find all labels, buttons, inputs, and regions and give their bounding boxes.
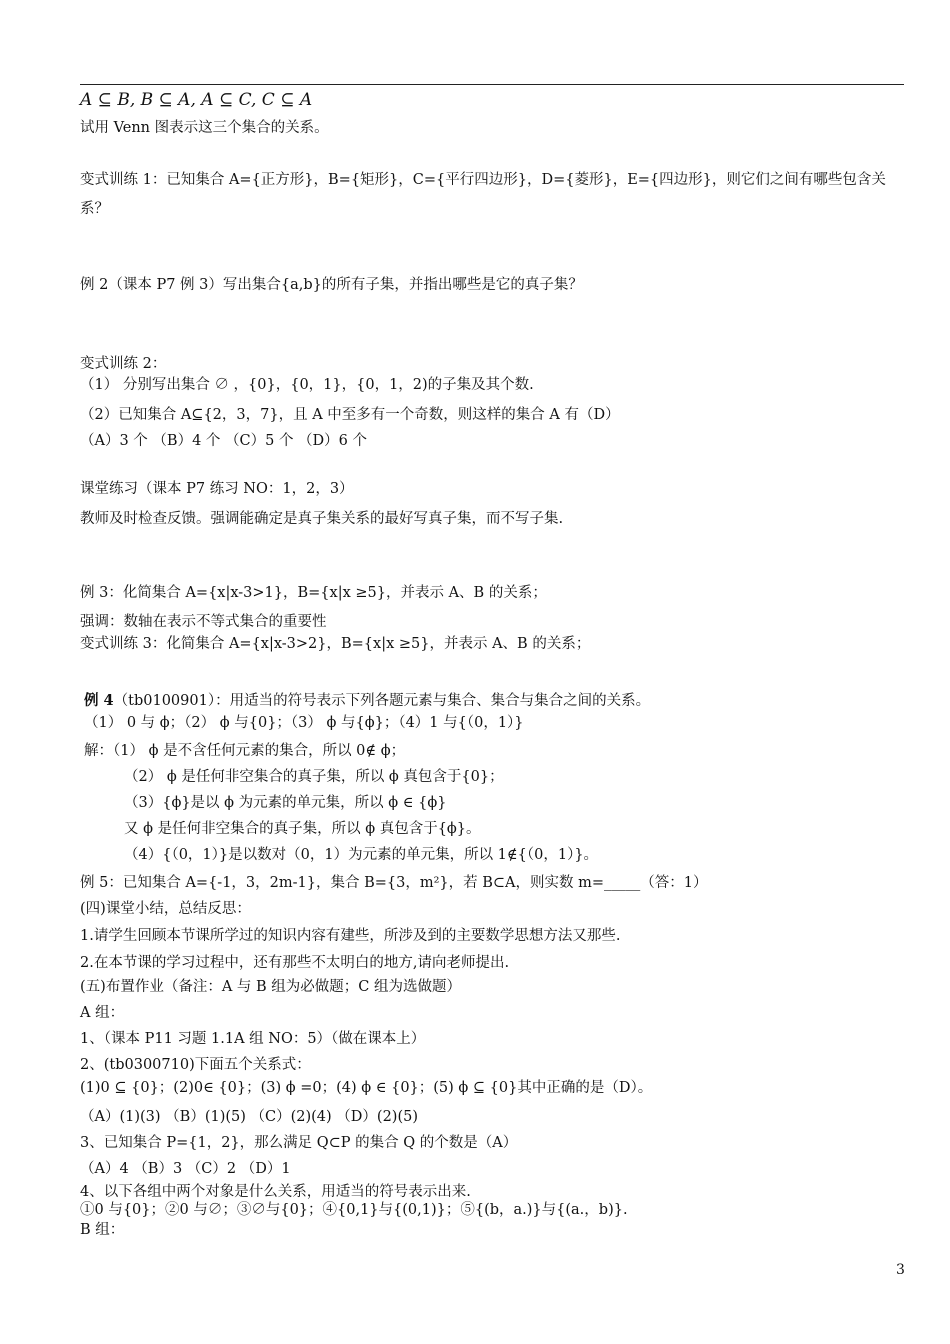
solution-3-cont: 又 ϕ 是任何非空集合的真子集，所以 ϕ 真包含于{ϕ}。 [124,821,481,837]
homework-3-options: （A）4 （B）3 （C）2 （D）1 [80,1161,291,1177]
solution-2: （2） ϕ 是任何非空集合的真子集，所以 ϕ 真包含于{0}； [124,769,504,785]
example-4-text: （tb0100901）：用适当的符号表示下列各题元素与集合、集合与集合之间的关系。 [113,693,651,709]
example-4-questions: （1） 0 与 ϕ；（2） ϕ 与{0}；（3） ϕ 与{ϕ}；（4）1 与{（0，1）} [84,715,524,731]
variant-exercise-2-options: （A）3 个 （B）4 个 （C）5 个 （D）6 个 [80,433,368,449]
example-4-label: 例 4 [84,692,114,709]
group-a-label: A 组： [80,1005,125,1021]
venn-instruction: 试用 Venn 图表示这三个集合的关系。 [80,120,329,136]
homework-2-relations: (1)0 ⊆ {0}；(2)0∈ {0}；(3) ϕ =0；(4) ϕ ∈ {0}；(5) ϕ ⊆ {0}其中正确的是（D）。 [80,1080,653,1096]
variant-exercise-1-cont: 系？ [80,201,109,217]
set-relations-formula: A ⊆ B, B ⊆ A, A ⊆ C, C ⊆ A [80,90,313,110]
example-3: 例 3：化简集合 A={x|x-3>1}，B={x|x ≥5}，并表示 A、B 的关系； [80,585,547,601]
homework-4-items: ①0 与{0}；②0 与∅；③∅与{0}；④{0,1}与{(0,1)}；⑤{(b，a.)}与{(a.，b)}. [80,1202,628,1218]
variant-exercise-2-q2: （2）已知集合 A⊆{2，3，7}，且 A 中至多有一个奇数，则这样的集合 A 有（D） [80,407,620,423]
summary-heading: (四)课堂小结，总结反思： [80,901,251,917]
variant-exercise-1: 变式训练 1：已知集合 A={正方形}，B={矩形}，C={平行四边形}，D={菱形}，E={四边形}，则它们之间有哪些包含关 [80,172,886,188]
variant-exercise-3: 变式训练 3：化简集合 A={x|x-3>2}，B={x|x ≥5}，并表示 A、B 的关系； [80,636,591,652]
solution-1: 解：（1） ϕ 是不含任何元素的集合，所以 0∉ ϕ； [84,743,406,759]
class-practice: 课堂练习（课本 P7 练习 NO：1，2，3） [80,481,354,497]
example-4 [84,691,650,711]
homework-3: 3、已知集合 P={1，2}，那么满足 Q⊂P 的集合 Q 的个数是（A） [80,1135,518,1151]
variant-exercise-2-q1: （1） 分别写出集合 ∅ ，{0}，{0，1}，{0，1，2)的子集及其个数. [80,377,534,393]
solution-4: （4）{（0，1）}是以数对（0，1）为元素的单元集，所以 1∉{（0，1）}。 [124,847,599,863]
homework-1: 1、（课本 P11 习题 1.1A 组 NO：5）（做在课本上） [80,1031,426,1047]
example-2: 例 2（课本 P7 例 3）写出集合{a,b}的所有子集，并指出哪些是它的真子集？ [80,277,583,293]
page-number: 3 [896,1262,905,1278]
example-5: 例 5：已知集合 A={-1，3，2m-1}，集合 B={3，m²}，若 B⊂A，则实数 m=_____（答：1） [80,875,708,891]
header-rule [80,84,904,85]
summary-point-2: 2.在本节课的学习过程中，还有那些不太明白的地方,请向老师提出. [80,955,510,971]
homework-4: 4、以下各组中两个对象是什么关系，用适当的符号表示出来. [80,1184,471,1200]
solution-3: （3）{ϕ}是以 ϕ 为元素的单元集，所以 ϕ ∈ {ϕ} [124,795,447,811]
teacher-feedback: 教师及时检查反馈。强调能确定是真子集关系的最好写真子集，而不写子集. [80,511,564,527]
summary-point-1: 1.请学生回顾本节课所学过的知识内容有建些，所涉及到的主要数学思想方法又那些. [80,928,621,944]
homework-2: 2、(tb0300710)下面五个关系式： [80,1057,311,1073]
emphasis-note: 强调：数轴在表示不等式集合的重要性 [80,614,327,630]
variant-exercise-2-title: 变式训练 2： [80,356,167,372]
group-b-label: B 组： [80,1222,125,1238]
homework-2-options: （A）(1)(3) （B）(1)(5) （C）(2)(4) （D）(2)(5) [80,1109,418,1125]
homework-heading: (五)布置作业（备注：A 与 B 组为必做题；C 组为选做题） [80,979,461,995]
